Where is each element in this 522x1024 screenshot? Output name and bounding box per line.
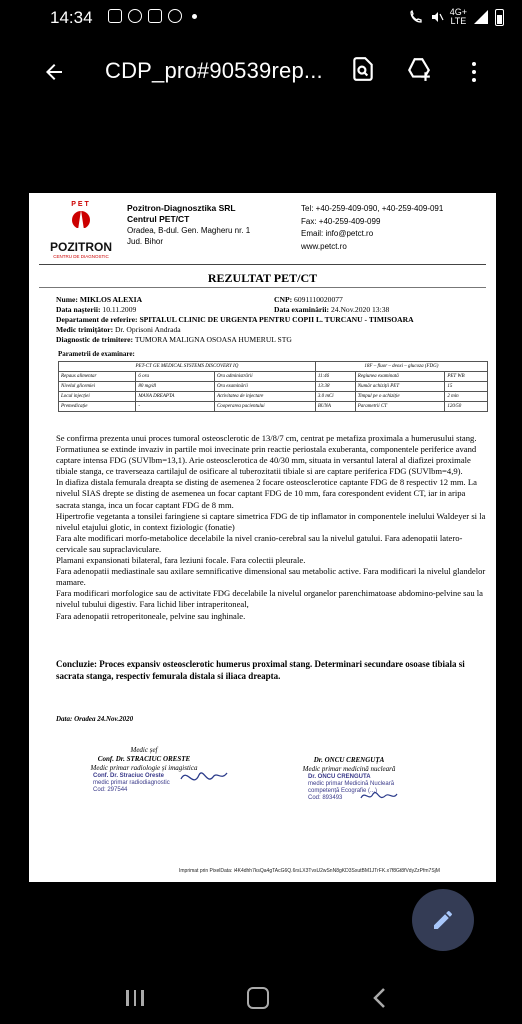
company-name: Pozitron-Diagnosztika SRL (127, 203, 236, 213)
stamp-right-line: Cod: 893493 (308, 795, 343, 801)
params-row (59, 372, 488, 382)
report-body (56, 433, 490, 622)
params-cell: 120/50 (445, 402, 488, 412)
diag-value: TUMORA MALIGNA OSOASA HUMERUL STG (134, 335, 292, 344)
exam-value: 24.Nov.2020 13:38 (330, 305, 390, 314)
params-cell: Nivelul glicemiei (59, 382, 136, 392)
pinterest-notification-icon (128, 9, 142, 23)
status-time: 14:34 (50, 8, 93, 27)
email: Email: info@petct.ro (301, 229, 374, 238)
stamp-right-line: competență Ecografie (...) (308, 788, 378, 794)
find-in-page-icon (350, 56, 376, 82)
params-header-left: PET-CT GE MEDICAL SYSTEMS DISCOVERY IQ (59, 362, 316, 372)
report-paragraph: Plamani expansionati bilateral, fara leziuni focale. Fara colectii pleurale. (56, 555, 306, 566)
more-dot-icon (472, 70, 476, 74)
stamp-left-line: Conf. Dr. Straciuc Oreste (93, 773, 165, 779)
signature-right (279, 756, 419, 774)
title-divider (39, 287, 486, 288)
sig-right-name: Dr. ONCU CRENGUȚA (313, 756, 385, 764)
document-page (29, 193, 496, 882)
stamp-left (93, 773, 170, 794)
more-notifications-dot (192, 14, 197, 19)
params-row (59, 382, 488, 392)
signal-icon (473, 9, 489, 25)
sig-left-title: Medic primar radiologie și imagistica (90, 764, 198, 772)
header-divider (39, 264, 486, 265)
address-line-2: Jud. Bihor (127, 237, 164, 246)
dept-value: SPITALUL CLINIC DE URGENTA PENTRU COPII L. TURCANU - TIMISOARA (139, 315, 414, 324)
status-bar (0, 0, 522, 36)
signature-right-scribble-icon (359, 788, 399, 804)
home-icon (247, 987, 269, 1009)
params-cell: Parametrii CT (355, 402, 445, 412)
network-indicator (450, 8, 467, 26)
params-cell: 3.0 mCi (315, 392, 355, 402)
battery-icon (495, 9, 504, 26)
sig-right-title: Medic primar medicină nucleară (302, 765, 396, 773)
more-dot-icon (472, 62, 476, 66)
birth-value: 10.11.2009 (102, 305, 137, 314)
patient-name (56, 295, 142, 304)
patient-name-value: MIKLOS ALEXIA (79, 295, 143, 304)
params-cell: 6 ora (136, 372, 215, 382)
report-title: REZULTAT PET/CT (207, 271, 318, 285)
logo-emblem-icon (70, 208, 92, 234)
more-dot-icon (472, 78, 476, 82)
recents-bar-icon (141, 990, 144, 1006)
fax: Fax: +40-259-409-099 (301, 216, 381, 226)
params-cell: Locul injecției (59, 392, 136, 402)
referral-diagnosis (56, 335, 292, 344)
params-cell: Premedicație (59, 402, 136, 412)
params-cell: Ora examinării (214, 382, 315, 392)
cnp-value: 6091110020077 (294, 295, 343, 304)
params-cell: BUNA (315, 402, 355, 412)
params-cell: 15 (445, 382, 488, 392)
params-cell: 80 mg/dl (136, 382, 215, 392)
params-row (59, 402, 488, 412)
params-cell: 2 min (445, 392, 488, 402)
sig-left-name: Conf. Dr. STRACIUC ORESTE (97, 755, 191, 763)
params-cell: Repaus alimentar (59, 372, 136, 382)
params-cell: Cooperarea pacientului (214, 402, 315, 412)
report-paragraph: Fara adenopatii retroperitoneale, pelvine sau inghinale. (56, 610, 246, 621)
params-header-right: 18F – fluor – deoxi – glucoza (FDG) (315, 362, 487, 372)
report-date: Data: Oradea 24.Nov.2020 (56, 715, 134, 723)
logo-pet-text: PET (71, 201, 91, 208)
system-back-button[interactable] (360, 984, 400, 1012)
params-cell: Număr achiziții PET (355, 382, 445, 392)
find-in-document-button[interactable] (350, 56, 382, 88)
stamp-left-line: medic primar radiodiagnostic (93, 780, 170, 786)
stamp-right-line: Dr. ONCU CRENGUTA (308, 774, 371, 780)
website: www.petct.ro (301, 241, 347, 251)
dept-label: Departament de referire: (56, 315, 138, 324)
params-row (59, 392, 488, 402)
birth-date (56, 305, 136, 314)
recents-bar-icon (126, 990, 129, 1006)
network-type: 4G+ (449, 7, 467, 17)
referring-department (56, 315, 414, 324)
params-title: Parametrii de examinare: (58, 350, 135, 358)
patient-cnp (274, 295, 343, 304)
exam-label: Data examinării: (274, 305, 330, 314)
birth-label: Data nașterii: (56, 305, 101, 314)
params-cell: Regiunea examinată (355, 372, 445, 382)
referring-doctor (56, 325, 181, 334)
signature-left-scribble-icon (179, 765, 229, 791)
contact-info (301, 203, 443, 253)
add-to-drive-icon (406, 56, 432, 82)
network-sub: LTE (450, 16, 467, 26)
exam-params-table (58, 361, 488, 412)
pozitron-logo (43, 201, 119, 259)
status-right (408, 8, 504, 26)
image-notification-icon (148, 9, 162, 23)
address-line-1: Oradea, B-dul. Gen. Magheru nr. 1 (127, 226, 251, 235)
mute-icon (430, 10, 444, 24)
center-name: Centrul PET/CT (127, 214, 190, 224)
params-cell: 11:46 (315, 372, 355, 382)
phone: Tel: +40-259-409-090, +40-259-409-091 (301, 204, 444, 213)
print-footer: Imprimat prin PixelData: i4K4dhh7ksQa4gTAcG6Q.6rsLX3TvsU2wSnN8gKD3SxutBM1JTrFK.x7f8Gt8fVdyZzPfm7SjM (179, 868, 440, 874)
document-title: CDP_pro#90539rep... (105, 58, 323, 83)
report-paragraph: Hipertrofie vegetanta a tonsilei faringiene si captare simetrica FDG de tip inflamator in componentele inelului Waldeyer si la nivelul etajului glotic, in context fiziologic (fonatie) (56, 510, 486, 532)
back-arrow-button[interactable] (36, 54, 72, 90)
logo-brand-text: POZITRON (50, 240, 112, 254)
exam-date (274, 305, 389, 314)
stamp-right-line: medic primar Medicină Nucleară (308, 781, 395, 787)
report-paragraph: Fara modificari morfologice sau de activitate FDG decelabile la nivelul organelor parenchimatoase abdomino-pelvine sau la nivelul tubului digestiv. Fara lichid liber intraperitoneal, (56, 588, 483, 610)
cnp-label: CNP: (274, 295, 293, 304)
notification-icons (108, 9, 197, 23)
params-cell: MANA DREAPTA (136, 392, 215, 402)
report-paragraph: Fara alte modificari morfo-metabolice decelabile la nivel cranio-cerebral sau la nivelul gatului. Fara adenopatii latero-cervicale sau supraclaviculare. (56, 532, 463, 554)
edit-fab-button[interactable] (412, 889, 474, 951)
doctor-value: Dr. Oprisoni Andrada (115, 325, 181, 334)
diag-label: Diagnostic de trimitere: (56, 335, 134, 344)
recents-button[interactable] (115, 984, 155, 1012)
chevron-left-icon (372, 987, 388, 1009)
system-nav-bar (0, 970, 522, 1024)
recents-bar-icon (134, 990, 137, 1006)
wifi-calling-icon (408, 10, 424, 24)
params-cell: Ora administrării (214, 372, 315, 382)
gallery-notification-icon (108, 9, 122, 23)
report-paragraph: In diafiza distala femurala dreapta se disting de asemenea 2 focare osteosclerotice captante FDG de 8 respectiv 12 mm. La nivelul SIAS drepte se disting de asemenea un focar captant FDG de 10 mm, fara corespondent evident CT, iar in aripa sacrata stanga, inca un focar captant FDG de 8 mm. (56, 477, 477, 510)
add-to-drive-button[interactable] (406, 56, 438, 88)
params-header-row (59, 362, 488, 372)
report-paragraph: Fara adenopatii mediastinale sau axilare semnificative dimensional sau metabolic active. Fara modificari la nivelul glandelor mamare. (56, 566, 486, 588)
app-bar (0, 40, 522, 100)
letterhead (29, 193, 496, 265)
stamp-left-line: Cod: 297544 (93, 787, 128, 793)
more-options-button[interactable] (458, 56, 490, 88)
pencil-icon (431, 908, 455, 932)
line-notification-icon (168, 9, 182, 23)
params-cell: Activitatea de injectare (214, 392, 315, 402)
patient-name-label: Nume: (56, 295, 78, 304)
clinic-info (127, 203, 250, 247)
doctor-label: Medic trimițător: (56, 325, 114, 334)
params-cell: 13:38 (315, 382, 355, 392)
params-cell: Timpul pe o achiziție (355, 392, 445, 402)
home-button[interactable] (238, 984, 278, 1012)
conclusion: Concluzie: Proces expansiv osteosclerotic humerus proximal stang. Determinari secundare osoase tibiala si sacrata stanga, respectiv femurala distala si iliaca dreapta. (56, 659, 465, 681)
params-cell: - (136, 402, 215, 412)
back-arrow-icon (42, 60, 66, 84)
sig-left-role: Medic șef (130, 746, 158, 754)
logo-tagline: CENTRU DE DIAGNOSTIC (53, 254, 109, 259)
report-paragraph: Se confirma prezenta unui proces tumoral osteosclerotic de 13/8/7 cm, centrat pe metafiza proximala a humerusului stang. Formatiunea se extinde invaziv in partile moi invecinate prin reactie periostala exuberanta, componentele periferice avand captare intensa FDG (SUVlbm=13,1). Arie osteosclerotica de 40/30 mm, situata in versantul lateral al diafizei proximale tibiale stanga, ce traverseaza cartilajul de osificare al tuberozitatii tibiale si are captare periferica FDG (SUVlbm=4,9). (56, 433, 477, 477)
params-cell: PET WB (445, 372, 488, 382)
